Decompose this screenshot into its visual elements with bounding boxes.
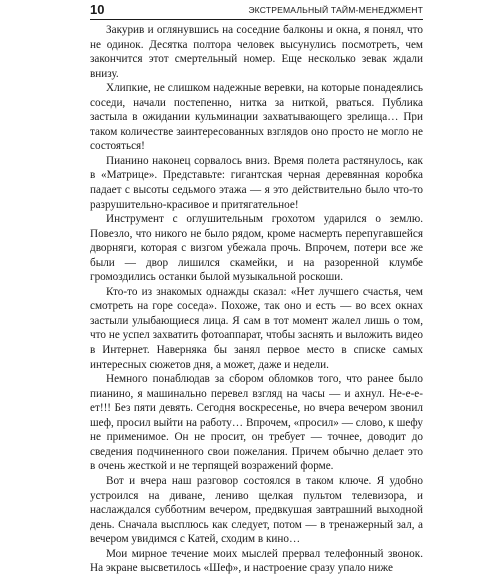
header-divider: [90, 19, 423, 20]
paragraph: Хлипкие, не слишком надежные веревки, на которые понадеялись соседи, начали постепенно, нитка за ниткой, рваться. Публика застыла в ожидании кульминации захватывающего зрелища… При таком количестве заинтересованных взглядов оно просто не могло не состояться!: [90, 82, 423, 153]
book-title: ЭКСТРЕМАЛЬНЫЙ ТАЙМ-МЕНЕДЖМЕНТ: [248, 5, 423, 15]
paragraph: Кто-то из знакомых однажды сказал: «Нет лучшего счастья, чем смотреть на горе соседа». Похоже, так оно и есть — во всех окнах застыли улыбающиеся лица. Я сам в тот момент жалел лишь о том, что не успел захватить фотоаппарат, чтобы заснять и выложить видео в Интернет. Наверняка бы занял первое место в списке самых интересных сюжетов дня, а может, даже и недели.: [90, 285, 423, 371]
body-text: [90, 23, 423, 576]
paragraph: Немного понаблюдав за сбором обломков того, что ранее было пианино, я машинально перевел взгляд на часы — и ахнул. Не-е-е-ет!!! Без пяти девять. Сегодня воскресенье, но вчера вечером звонил шеф, просил выйти на работу… Впрочем, «просил» — слово, к шефу не применимое. Он не просит, он требует — точнее, доводит до сведения подчиненного свои пожелания. Причем обычно делает это в очень жесткой и не терпящей возражений форме.: [90, 373, 423, 473]
paragraph: Мои мирное течение моих мыслей прервал телефонный звонок. На экране высветилось «Шеф», и настроение сразу упало ниже: [90, 547, 423, 575]
paragraph: Инструмент с оглушительным грохотом ударился о землю. Повезло, что никого не было рядом, кроме насмерть перепугавшейся дворняги, которая с визгом убежала прочь. Впрочем, потери все же были — двор лишился скамейки, и на разоренной клумбе громоздились останки былой музыкальной роскоши.: [90, 213, 423, 284]
paragraph: Вот и вчера наш разговор состоялся в таком ключе. Я удобно устроился на диване, лениво щелкая пультом телевизора, и наслаждался субботним вечером, предвкушая завтрашний выходной день. Сначала высплюсь как следует, потом — в тренажерный зал, а вечером увидимся с Катей, сходим в кино…: [90, 474, 423, 546]
running-header: [90, 3, 423, 17]
paragraph: Пианино наконец сорвалось вниз. Время полета растянулось, как в «Матрице». Представьте: гигантская черная деревянная коробка падает с высоты седьмого этажа — я это действительно было что-то разрушительно-красивое и притягательное!: [90, 154, 423, 211]
paragraph: Закурив и оглянувшись на соседние балконы и окна, я понял, что не одинок. Десятка полтора человек высунулись посмотреть, чем закончится этот смертельный номер. Еще несколько зевак ждали внизу.: [90, 24, 423, 80]
page-number: 10: [90, 2, 105, 17]
